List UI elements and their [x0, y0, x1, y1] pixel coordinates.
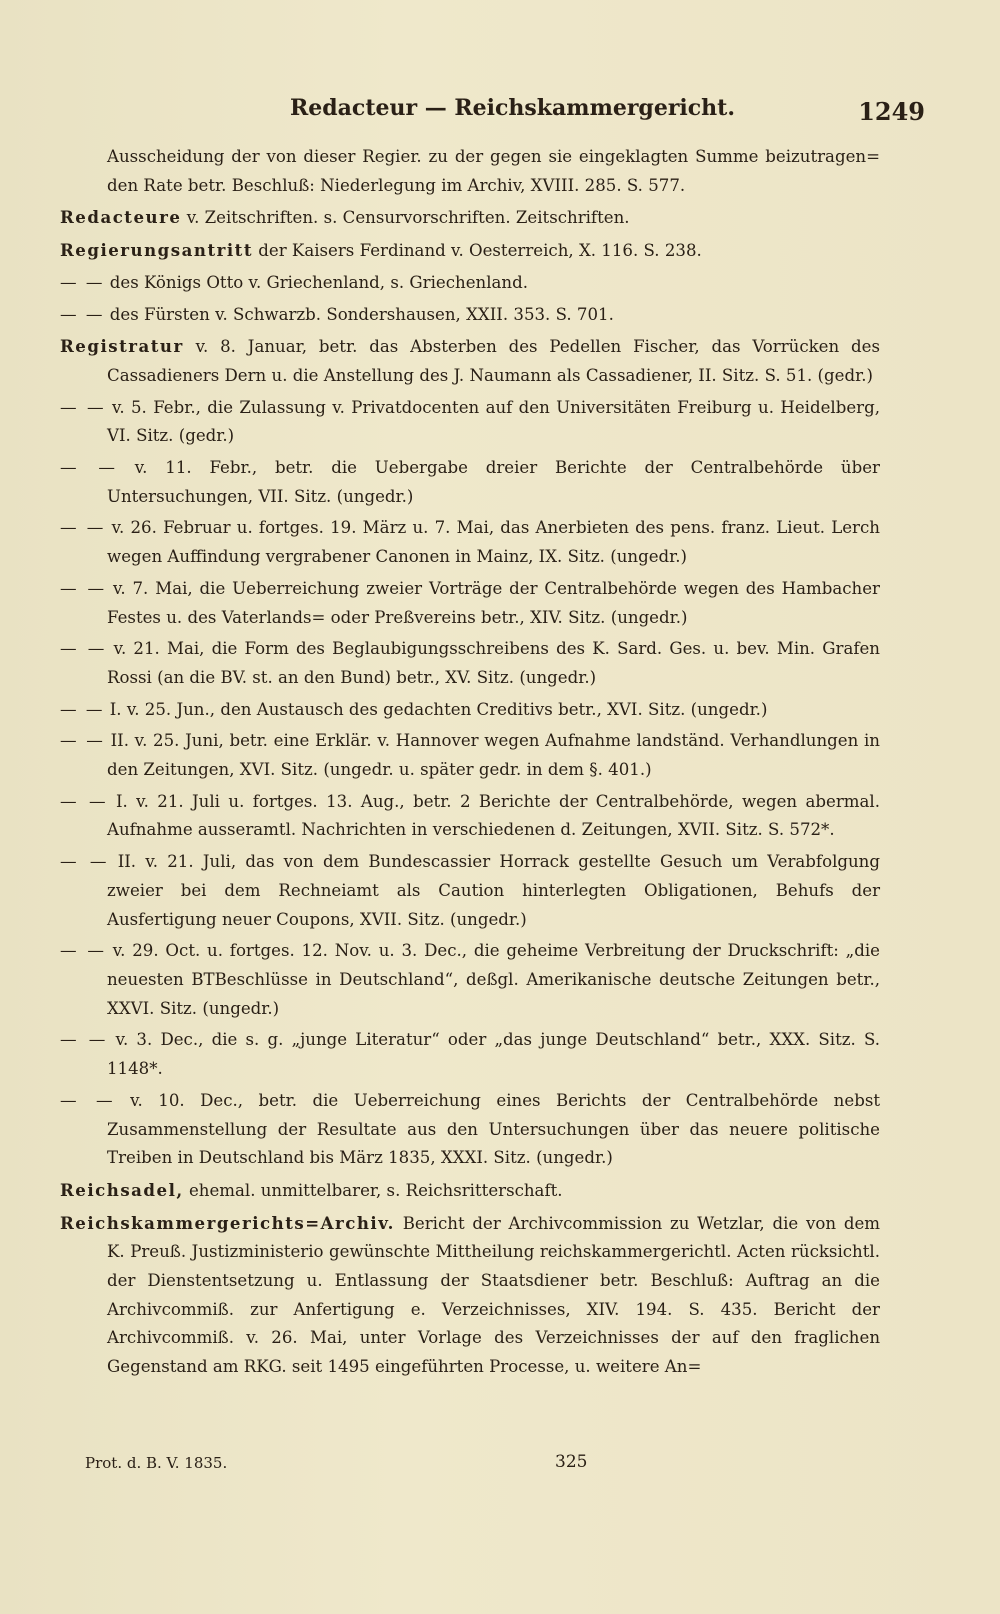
entry-text: ehemal. unmittelbarer, s. Reichsritterschaft. [188, 1180, 563, 1200]
entry-text: v. 5. Febr., die Zulassung v. Privatdocenten auf den Universitäten Freiburg u. Heidelberg, VI. Sitz. (gedr.) [107, 397, 880, 446]
index-entry [60, 454, 880, 511]
index-entry [60, 203, 880, 233]
index-entry [60, 635, 880, 692]
repeat-dash: — — [60, 578, 107, 598]
repeat-dash: — — [60, 458, 117, 478]
repeat-dash: — — [60, 731, 105, 751]
page-header [55, 95, 925, 135]
entry-heading: Reichsadel, [60, 1179, 184, 1200]
entry-text: v. 8. Januar, betr. das Absterben des Pedellen Fischer, das Vorrücken des Cassadieners Dern u. die Anstellung des J. Naumann als Cassadiener, II. Sitz. S. 51. (gedr.) [107, 337, 880, 385]
entry-text: v. 21. Mai, die Form des Beglaubigungsschreibens des K. Sard. Ges. u. bev. Min. Grafen Rossi (an die BV. st. an den Bund) betr., XV. Sitz. (ungedr.) [107, 639, 880, 687]
repeat-dash: — — [60, 518, 106, 538]
entry-text: II. v. 21. Juli, das von dem Bundescassier Horrack gestellte Gesuch um Verabfolgung zweier bei dem Rechneiamt als Caution hinterlegten Obligationen, Behufs der Ausfertigung neuer Coupons, XVII. Sitz. (ungedr.) [107, 852, 880, 929]
index-entry [60, 236, 880, 266]
index-entry [60, 514, 880, 571]
entry-heading: Redacteure [60, 207, 182, 228]
entry-text: v. 10. Dec., betr. die Ueberreichung eines Berichts der Centralbehörde nebst Zusammenstellung der Resultate aus den Untersuchungen über das neuere politische Treiben in Deutschland bis März 1835, XXXI. Sitz. (ungedr.) [107, 1090, 880, 1168]
index-entry [60, 937, 880, 1023]
entry-text: Bericht der Archivcommission zu Wetzlar, die von dem K. Preuß. Justizministerio gewünschte Mittheilung reichskammergerichtl. Acten rücksichtl. der Dienstentsetzung u. Entlassung der Staatsdiener betr. Beschluß: Auftrag an die Archivcommiß. zur Anfertigung e. Verzeichnisses, XIV. 194. S. 435. Bericht der Archivcommiß. v. 26. Mai, unter Vorlage des Verzeichnisses der auf den fraglichen Gegenstand am RKG. seit 1495 eingeführten Processe, u. weitere An= [107, 1213, 880, 1377]
sheet-number: 325 [555, 1452, 588, 1472]
index-entry [60, 696, 880, 725]
page-footer [85, 1452, 870, 1480]
repeat-dash: — — [60, 941, 106, 961]
entry-text: I. v. 25. Jun., den Austausch des gedachten Creditivs betr., XVI. Sitz. (ungedr.) [109, 699, 768, 719]
page-number: 1249 [858, 97, 925, 126]
entry-text: v. 26. Februar u. fortges. 19. März u. 7. Mai, das Anerbieten des pens. franz. Lieut. Lerch wegen Auffindung vergrabener Canonen in Mainz, IX. Sitz. (ungedr.) [107, 518, 880, 567]
repeat-dash: — — [60, 272, 105, 292]
index-entry [60, 575, 880, 632]
entry-heading: Registratur [60, 336, 184, 357]
repeat-dash: — — [60, 397, 106, 417]
signature-mark: Prot. d. B. V. 1835. [85, 1454, 228, 1472]
entry-heading: Reichskammergerichts=Archiv. [60, 1212, 395, 1233]
entry-text: II. v. 25. Juni, betr. eine Erklär. v. Hannover wegen Aufnahme landständ. Verhandlungen in den Zeitungen, XVI. Sitz. (ungedr. u. später gedr. in dem §. 401.) [107, 731, 880, 780]
entry-text: des Königs Otto v. Griechenland, s. Griechenland. [109, 272, 529, 292]
index-entry [60, 1209, 880, 1382]
index-entry [60, 394, 880, 451]
index-entry [60, 332, 880, 390]
index-entry [60, 1026, 880, 1083]
entry-text: der Kaisers Ferdinand v. Oesterreich, X. 116. S. 238. [258, 241, 702, 261]
running-title: Redacteur — Reichskammergericht. [290, 95, 735, 121]
entry-text: v. 11. Febr., betr. die Uebergabe dreier Berichte der Centralbehörde über Untersuchungen, VII. Sitz. (ungedr.) [107, 458, 880, 506]
repeat-dash: — — [60, 699, 105, 719]
entry-heading: Regierungsantritt [60, 240, 253, 261]
index-entry [60, 1176, 880, 1206]
repeat-dash: — — [60, 1030, 108, 1050]
entry-text: v. Zeitschriften. s. Censurvorschriften. Zeitschriften. [186, 208, 630, 228]
repeat-dash: — — [60, 304, 105, 324]
index-entry [60, 727, 880, 784]
repeat-dash: — — [60, 852, 109, 872]
entry-text: v. 7. Mai, die Ueberreichung zweier Vorträge der Centralbehörde wegen des Hambacher Festes u. des Vaterlands= oder Preßvereins betr., XIV. Sitz. (ungedr.) [107, 578, 880, 627]
repeat-dash: — — [60, 791, 108, 811]
index-entry [60, 848, 880, 934]
entry-text: Ausscheidung der von dieser Regier. zu der gegen sie eingeklagten Summe beizutragen= den Rate betr. Beschluß: Niederlegung im Archiv, XVIII. 285. S. 577. [107, 147, 880, 195]
repeat-dash: — — [60, 1090, 115, 1110]
index-entry [60, 1087, 880, 1173]
index-entry [60, 788, 880, 845]
entry-text: v. 29. Oct. u. fortges. 12. Nov. u. 3. Dec., die geheime Verbreitung der Druckschrift: „die neuesten BTBeschlüsse in Deutschland“, deßgl. Amerikanische deutsche Zeitungen betr., XXVI. Sitz. (ungedr.) [107, 941, 881, 1018]
entry-text: v. 3. Dec., die s. g. „junge Literatur“ oder „das junge Deutschland“ betr., XXX. Sitz. S. 1148*. [107, 1030, 880, 1079]
entry-text: I. v. 21. Juli u. fortges. 13. Aug., betr. 2 Berichte der Centralbehörde, wegen abermal. Aufnahme ausseramtl. Nachrichten in verschiedenen d. Zeitungen, XVII. Sitz. S. 572*. [107, 791, 880, 840]
index-entries [60, 143, 880, 1385]
index-entry [60, 143, 880, 200]
index-entry [60, 301, 880, 330]
index-entry [60, 269, 880, 298]
entry-text: des Fürsten v. Schwarzb. Sondershausen, XXII. 353. S. 701. [109, 304, 614, 324]
repeat-dash: — — [60, 639, 107, 659]
